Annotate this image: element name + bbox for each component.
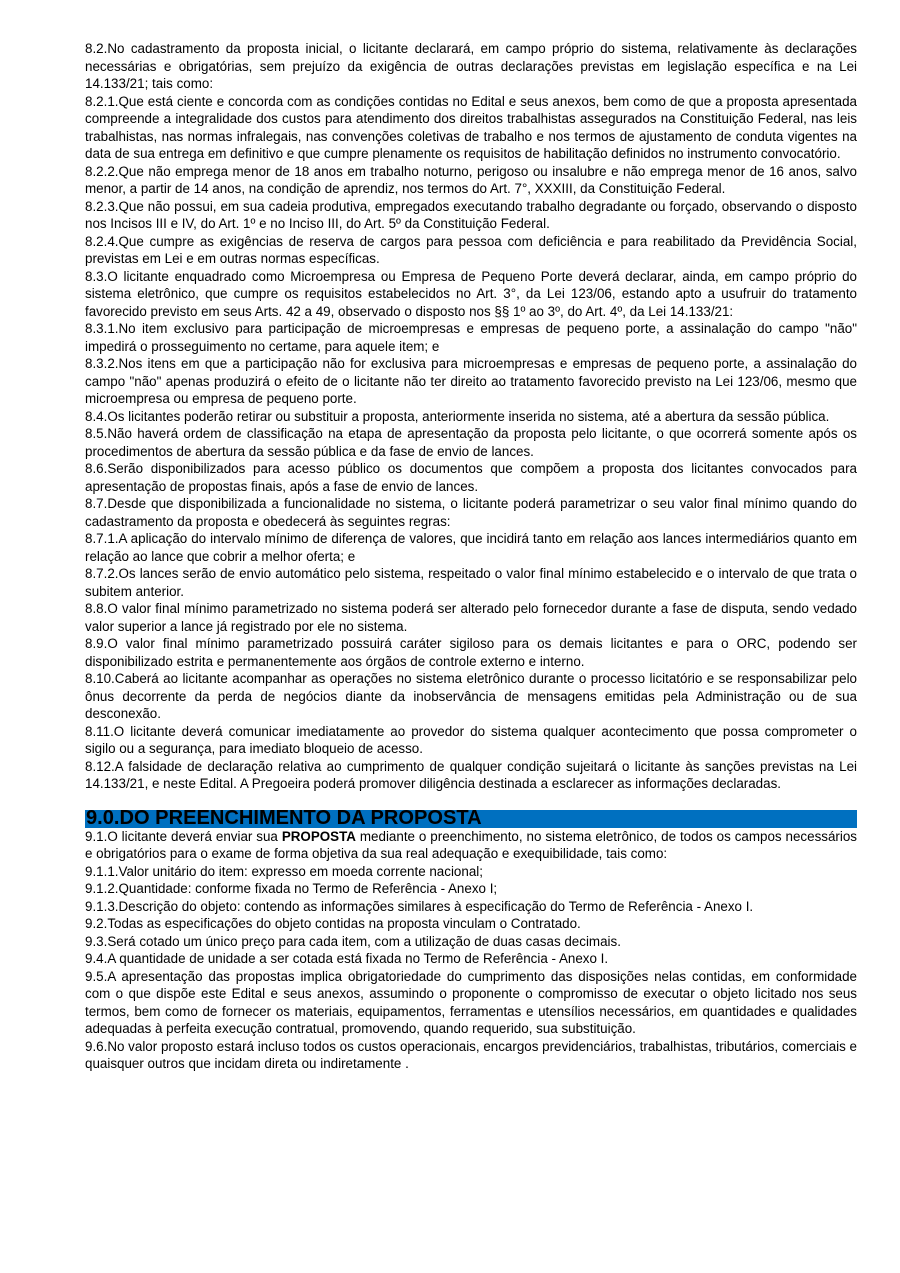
clause-8-3: 8.3.O licitante enquadrado como Microempresa ou Empresa de Pequeno Porte deverá declarar, ainda, em campo próprio do sistema eletrônico, que cumpre os requisitos estabelecidos no Art. 3°, da Lei 123/06, estando apto a usufruir do tratamento favorecido previsto em seus Arts. 42 a 49, observado o disposto nos §§ 1º ao 3º, do Art. 4º, da Lei 14.133/21: [85, 268, 857, 319]
clause-8-2: 8.2.No cadastramento da proposta inicial, o licitante declarará, em campo próprio do sistema, relativamente às declarações necessárias e obrigatórias, sem prejuízo da exigência de outras declarações previstas em legislação específica e na Lei 14.133/21; tais como: [85, 41, 857, 91]
document-page [85, 40, 857, 1073]
clause-8-9: 8.9.O valor final mínimo parametrizado possuirá caráter sigiloso para os demais licitantes e para o ORC, podendo ser disponibilizado estrita e permanentemente aos órgãos de controle externo e interno. [85, 636, 857, 669]
clause-9-1-3: 9.1.3.Descrição do objeto: contendo as informações similares à especificação do Termo de Referência - Anexo I. [85, 898, 754, 914]
clause-9-1-1: 9.1.1.Valor unitário do item: expresso em moeda corrente nacional; [85, 863, 483, 879]
clause-9-4: 9.4.A quantidade de unidade a ser cotada está fixada no Termo de Referência - Anexo I. [85, 951, 609, 966]
clause-9-2: 9.2.Todas as especificações do objeto contidas na proposta vinculam o Contratado. [85, 916, 581, 931]
clause-8-7-1: 8.7.1.A aplicação do intervalo mínimo de diferença de valores, que incidirá tanto em relação aos lances intermediários quanto em relação ao lance que cobrir a melhor oferta; e [85, 531, 857, 564]
clause-9-3: 9.3.Será cotado um único preço para cada item, com a utilização de duas casas decimais. [85, 933, 621, 949]
clause-8-10: 8.10.Caberá ao licitante acompanhar as operações no sistema eletrônico durante o processo licitatório e se responsabilizar pelo ônus decorrente da perda de negócios diante da inobservância de mensagens emitidas pela Administração ou de sua desconexão. [85, 671, 857, 721]
clause-9-1-rest: mediante o preenchimento, no sistema eletrônico, de todos os campos necessários e obrigatórios para o exame de forma objetiva da sua real adequação e exequibilidade, tais como: [85, 828, 857, 861]
clause-8-4: 8.4.Os licitantes poderão retirar ou substituir a proposta, anteriormente inserida no sistema, até a abertura da sessão pública. [85, 408, 830, 424]
clause-8-2-1: 8.2.1.Que está ciente e concorda com as condições contidas no Edital e seus anexos, bem como de que a proposta apresentada compreende a integralidade dos custos para atendimento dos direitos trabalhistas assegurados na Constituição Federal, nas leis trabalhistas, nas normas infralegais, nas convenções coletivas de trabalho e nos termos de ajustamento de conduta vigentes na data de sua entrega em definitivo e que cumpre plenamente os requisitos de habilitação definidos no instrumento convocatório. [85, 93, 857, 161]
clause-9-1-lead: 9.1.O licitante deverá enviar sua [85, 828, 282, 844]
clause-8-12: 8.12.A falsidade de declaração relativa ao cumprimento de qualquer condição sujeitará o licitante às sanções previstas na Lei 14.133/21, e neste Edital. A Pregoeira poderá promover diligência destinada a esclarecer as informações declaradas. [85, 758, 857, 791]
clause-8-5: 8.5.Não haverá ordem de classificação na etapa de apresentação da proposta pelo licitante, o que ocorrerá somente após os procedimentos de abertura da sessão pública e da fase de envio de lances. [85, 426, 857, 459]
clause-8-6: 8.6.Serão disponibilizados para acesso público os documentos que compõem a proposta dos licitantes convocados para apresentação de propostas finais, após a fase de envio de lances. [85, 461, 857, 494]
clause-9-5: 9.5.A apresentação das propostas implica obrigatoriedade do cumprimento das disposições nelas contidas, em conformidade com o que dispõe este Edital e seus anexos, assumindo o proponente o compromisso de executar o objeto licitado nos seus termos, bem como de fornecer os materiais, equipamentos, ferramentas e utensílios necessários, em quantidades e qualidades adequadas à perfeita execução contratual, promovendo, quando requerido, sua substituição. [85, 968, 857, 1036]
clause-9-1-2: 9.1.2.Quantidade: conforme fixada no Termo de Referência - Anexo I; [85, 881, 498, 896]
clause-8-7-2: 8.7.2.Os lances serão de envio automático pelo sistema, respeitado o valor final mínimo estabelecido e o intervalo de que trata o subitem anterior. [85, 566, 857, 599]
clause-8-3-1: 8.3.1.No item exclusivo para participação de microempresas e empresas de pequeno porte, a assinalação do campo "não" impedirá o prosseguimento no certame, para aquele item; e [85, 321, 857, 354]
clause-8-3-2: 8.3.2.Nos itens em que a participação não for exclusiva para microempresas e empresas de pequeno porte, a assinalação do campo "não" apenas produzirá o efeito de o licitante não ter direito ao tratamento favorecido previsto na Lei 123/06, mesmo que microempresa ou empresa de pequeno porte. [85, 356, 857, 406]
clause-8-2-4: 8.2.4.Que cumpre as exigências de reserva de cargos para pessoa com deficiência e para reabilitado da Previdência Social, previstas em Lei e em outras normas específicas. [85, 233, 857, 266]
clause-8-2-2: 8.2.2.Que não emprega menor de 18 anos em trabalho noturno, perigoso ou insalubre e não emprega menor de 16 anos, salvo menor, a partir de 14 anos, na condição de aprendiz, nos termos do Art. 7°, XXXIII, da Constituição Federal. [85, 163, 857, 196]
clause-8-2-3: 8.2.3.Que não possui, em sua cadeia produtiva, empregados executando trabalho degradante ou forçado, observando o disposto nos Incisos III e IV, do Art. 1º e no Inciso III, do Art. 5º da Constituição Federal. [85, 198, 857, 231]
clause-8-7: 8.7.Desde que disponibilizada a funcionalidade no sistema, o licitante poderá parametrizar o seu valor final mínimo quando do cadastramento da proposta e obedecerá às seguintes regras: [85, 496, 857, 529]
proposta-bold: PROPOSTA [281, 828, 356, 844]
clause-8-8: 8.8.O valor final mínimo parametrizado no sistema poderá ser alterado pelo fornecedor durante a fase de disputa, sendo vedado valor superior a lance já registrado por ele no sistema. [85, 601, 857, 634]
clause-8-11: 8.11.O licitante deverá comunicar imediatamente ao provedor do sistema qualquer acontecimento que possa comprometer o sigilo ou a segurança, para imediato bloqueio de acesso. [85, 723, 857, 756]
clause-9-6: 9.6.No valor proposto estará incluso todos os custos operacionais, encargos previdenciários, trabalhistas, tributários, comerciais e quaisquer outros que incidam direta ou indiretamente . [85, 1038, 857, 1071]
clause-9-1 [85, 828, 857, 863]
section-heading-9: 9.0.DO PREENCHIMENTO DA PROPOSTA [85, 810, 857, 828]
